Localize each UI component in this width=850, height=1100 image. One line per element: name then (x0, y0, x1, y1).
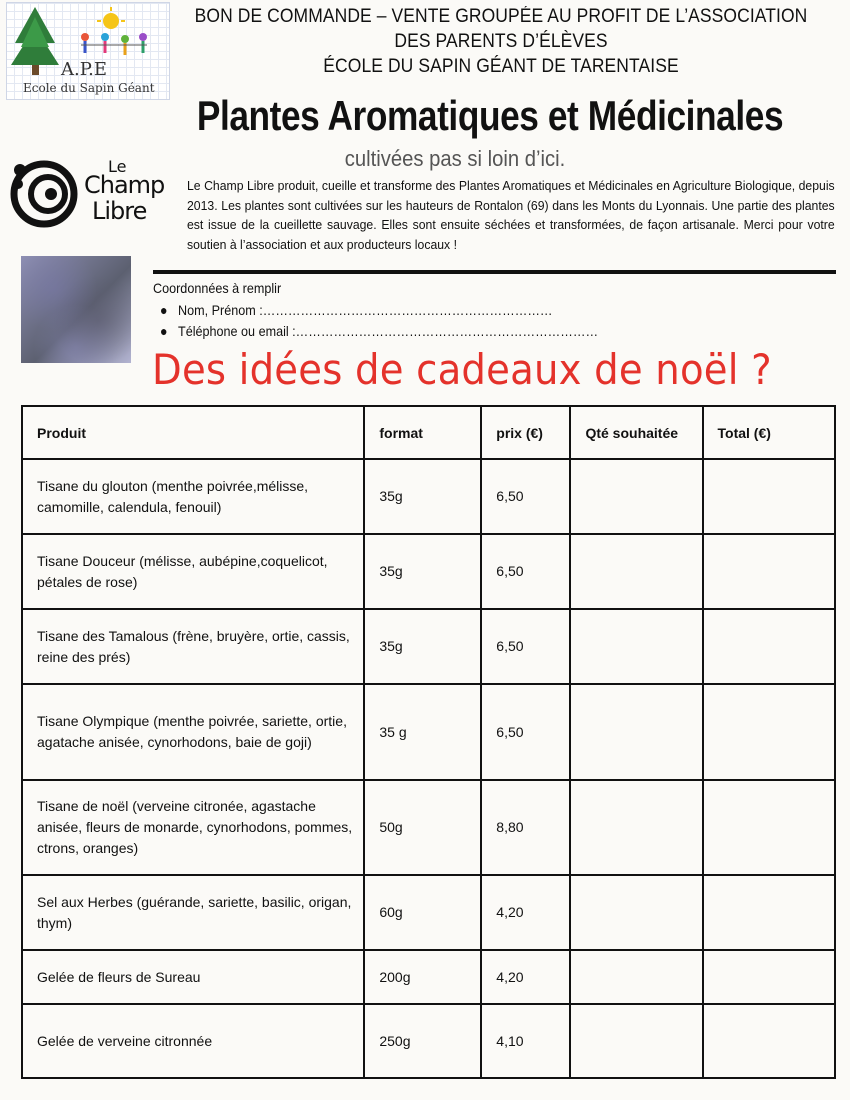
header-price: prix (€) (481, 406, 570, 459)
header-format: format (364, 406, 481, 459)
ape-letters: A.P.E (61, 59, 108, 80)
bullet-icon: ● (160, 323, 168, 339)
price-cell: 4,20 (481, 875, 570, 950)
header-quantity: Qté souhaitée (570, 406, 702, 459)
gift-heading: Des idées de cadeaux de noël ? (152, 345, 772, 394)
product-cell: Tisane Olympique (menthe poivrée, sariette, ortie, agatache anisée, cynorhodons, baie de goji) (22, 684, 364, 780)
ape-school-name: Ecole du Sapin Géant (23, 81, 155, 95)
product-cell: Tisane de noël (verveine citronée, agastache anisée, fleurs de monarde, cynorhodons, pommes, ctrons, oranges) (22, 780, 364, 875)
table-row (22, 609, 835, 684)
total-cell[interactable] (703, 875, 835, 950)
format-cell: 60g (364, 875, 481, 950)
price-cell: 6,50 (481, 459, 570, 534)
price-cell: 8,80 (481, 780, 570, 875)
table-row (22, 875, 835, 950)
total-cell[interactable] (703, 534, 835, 609)
format-cell: 50g (364, 780, 481, 875)
price-cell: 6,50 (481, 534, 570, 609)
price-cell: 6,50 (481, 609, 570, 684)
product-cell: Tisane du glouton (menthe poivrée,mélisse, camomille, calendula, fenouil) (22, 459, 364, 534)
header-line-1: BON DE COMMANDE – VENTE GROUPÉE AU PROFIT DE L’ASSOCIATION (194, 6, 808, 27)
total-cell[interactable] (703, 609, 835, 684)
total-cell[interactable] (703, 780, 835, 875)
quantity-cell[interactable] (570, 780, 702, 875)
quantity-cell[interactable] (570, 609, 702, 684)
header-product: Produit (22, 406, 364, 459)
format-cell: 35g (364, 609, 481, 684)
product-table (21, 405, 836, 1079)
table-row (22, 1004, 835, 1078)
page-title: Plantes Aromatiques et Médicinales (196, 92, 784, 139)
lavender-photo (21, 256, 131, 363)
product-cell: Tisane des Tamalous (frène, bruyère, ortie, cassis, reine des prés) (22, 609, 364, 684)
quantity-cell[interactable] (570, 1004, 702, 1078)
format-cell: 200g (364, 950, 481, 1004)
name-field[interactable]: Nom, Prénom :…………………………………………………………… (178, 302, 553, 318)
header-total: Total (€) (703, 406, 835, 459)
champ-libre-logo (10, 158, 180, 230)
table-row (22, 459, 835, 534)
table-row (22, 684, 835, 780)
divider-rule (153, 270, 836, 274)
product-cell: Gelée de fleurs de Sureau (22, 950, 364, 1004)
total-cell[interactable] (703, 950, 835, 1004)
table-row (22, 950, 835, 1004)
name-field-row[interactable] (160, 300, 598, 321)
header-line-2: DES PARENTS D’ÉLÈVES (394, 31, 608, 52)
header-line-3: ÉCOLE DU SAPIN GÉANT DE TARENTAISE (323, 56, 679, 77)
price-cell: 4,20 (481, 950, 570, 1004)
quantity-cell[interactable] (570, 684, 702, 780)
format-cell: 35g (364, 459, 481, 534)
quantity-cell[interactable] (570, 534, 702, 609)
page-subtitle: cultivées pas si loin d’ici. (344, 146, 566, 171)
bullet-icon: ● (160, 302, 168, 318)
total-cell[interactable] (703, 684, 835, 780)
order-form-header (187, 4, 814, 79)
quantity-cell[interactable] (570, 875, 702, 950)
product-cell: Tisane Douceur (mélisse, aubépine,coquelicot, pétales de rose) (22, 534, 364, 609)
format-cell: 250g (364, 1004, 481, 1078)
intro-paragraph: Le Champ Libre produit, cueille et transforme des Plantes Aromatiques et Médicinales en Agriculture Biologique, depuis 2013. Les plantes sont cultivées sur les hauteurs de Rontalon (69) dans les Monts du Lyonnais. Une partie des plantes est issue de la cueillette sauvage. Elles sont ensuite séchées et transformées, de façon artisanale. Merci pour votre soutien à l’association et aux producteurs locaux ! (187, 178, 835, 252)
price-cell: 6,50 (481, 684, 570, 780)
champ-logo-text-2: Champ (84, 171, 165, 199)
product-cell: Sel aux Herbes (guérande, sariette, basilic, origan, thym) (22, 875, 364, 950)
total-cell[interactable] (703, 459, 835, 534)
contact-heading: Coordonnées à remplir (153, 280, 282, 296)
price-cell: 4,10 (481, 1004, 570, 1078)
champ-logo-text-1: Le (108, 157, 127, 176)
total-cell[interactable] (703, 1004, 835, 1078)
phone-field[interactable]: Téléphone ou email :……………………………………………………………… (178, 323, 599, 339)
champ-logo-text-3: Libre (92, 197, 147, 225)
table-header-row (22, 406, 835, 459)
table-row (22, 534, 835, 609)
format-cell: 35g (364, 534, 481, 609)
quantity-cell[interactable] (570, 459, 702, 534)
format-cell: 35 g (364, 684, 481, 780)
ape-logo (6, 2, 170, 100)
product-cell: Gelée de verveine citronnée (22, 1004, 364, 1078)
table-row (22, 780, 835, 875)
contact-fields (160, 300, 598, 342)
phone-field-row[interactable] (160, 321, 598, 342)
quantity-cell[interactable] (570, 950, 702, 1004)
